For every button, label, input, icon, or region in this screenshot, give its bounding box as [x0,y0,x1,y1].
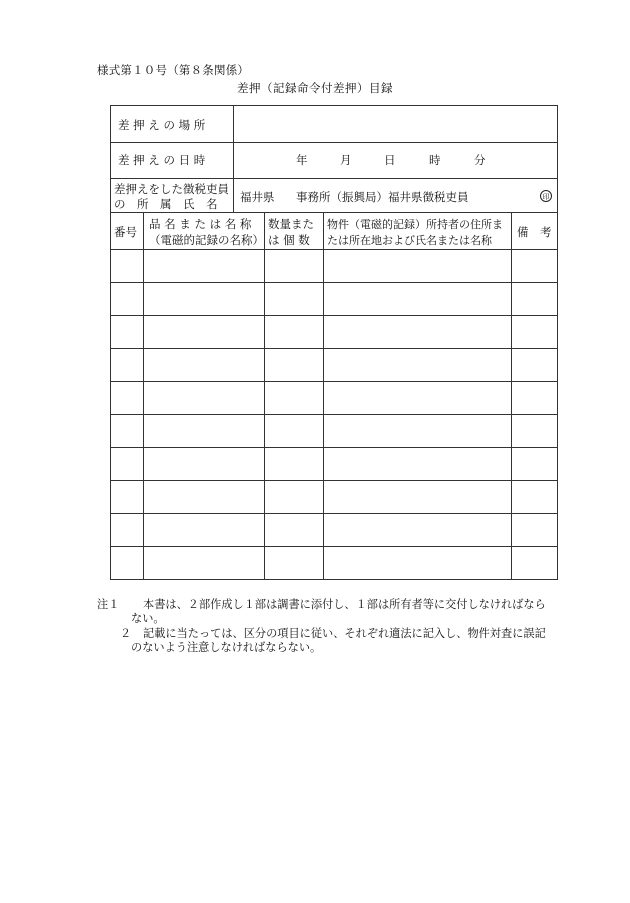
column-divider [143,212,144,580]
note-1-text: 本書は、２部作成し１部は調書に添付し、１部は所有者等に交付しなければなら [143,598,546,611]
row-divider [110,178,558,179]
col-qty-header-line2: は 個 数 [268,233,310,247]
note-2-label: ２ [120,627,132,640]
row-divider [110,480,558,481]
col-qty-header-line1: 数量また [268,217,314,231]
note-1-text-cont: ない。 [131,612,165,625]
row-divider [110,447,558,448]
row-divider [110,142,558,143]
form-number: 様式第１０号（第８条関係） [97,63,250,77]
document-title: 差押（記録命令付差押）目録 [237,81,393,95]
column-divider [323,212,324,580]
datetime-minute-unit: 分 [474,153,486,167]
datetime-year-unit: 年 [296,153,308,167]
column-divider [264,212,265,580]
col-item-header-line1: 品 名 ま た は 名 称 [149,217,252,231]
note-2-text-cont: のないよう注意しなければならない。 [131,641,322,654]
datetime-label: 差 押 え の 日 時 [118,153,206,167]
row-divider [110,249,558,250]
row-divider [110,348,558,349]
row-divider [110,315,558,316]
place-label: 差 押 え の 場 所 [118,118,206,132]
header-label-divider [233,105,234,212]
row-divider [110,414,558,415]
note-1-label: 注１ [97,598,120,611]
datetime-hour-unit: 時 [429,153,441,167]
col-number-header: 番号 [114,225,137,239]
col-owner-header-line2: たは所在地および氏名または名称 [327,234,492,247]
datetime-month-unit: 月 [340,153,352,167]
note-2-text: 記載に当たっては、区分の項目に従い、それぞれ適法に記入し、物件対査に誤記 [143,627,546,640]
col-remarks-header: 備 考 [517,225,552,239]
official-label-line1: 差押えをした徴税吏員 [114,182,229,196]
inventory-table [110,105,558,580]
datetime-day-unit: 日 [384,153,396,167]
row-divider [110,212,558,213]
column-divider [511,212,512,580]
official-office: 事務所（振興局）福井県徴税吏員 [296,190,469,204]
col-owner-header-line1: 物件（電磁的記録）所持者の住所ま [327,218,503,231]
row-divider [110,282,558,283]
official-prefecture: 福井県 [240,190,275,204]
row-divider [110,513,558,514]
col-item-header-line2: （電磁的記録の名称） [149,233,264,247]
seal-icon: 印 [540,190,552,202]
row-divider [110,381,558,382]
row-divider [110,546,558,547]
official-label-line2: の 所 属 氏 名 [114,197,218,211]
